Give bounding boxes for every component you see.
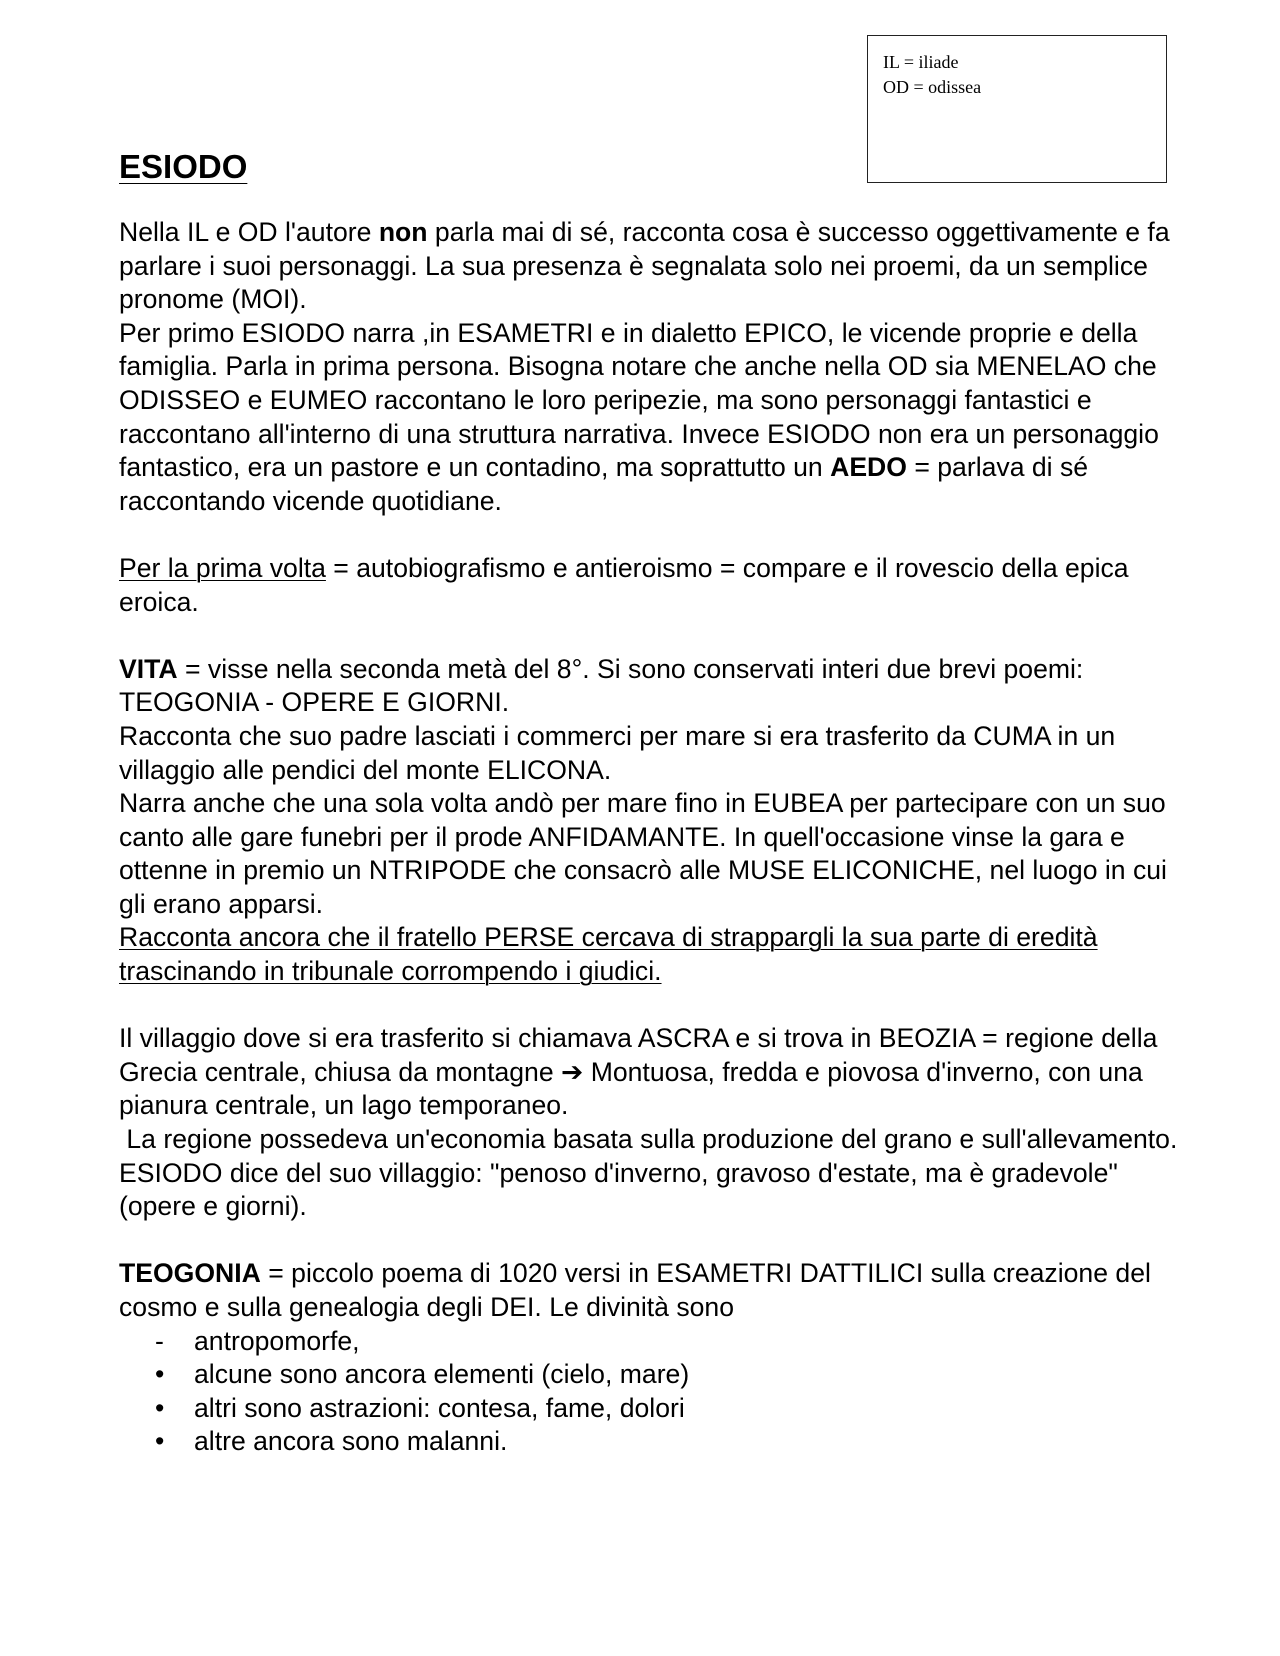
- paragraph-vita: [119, 653, 1179, 720]
- bullet-icon: •: [155, 1426, 165, 1457]
- text-run: = visse nella seconda metà del 8°. Si sono conservati interi due brevi poemi: TEOGONIA - OPERE E GIORNI.: [119, 653, 1084, 718]
- text-run: Il villaggio dove si era trasferito si chiamava ASCRA e si trova in BEOZIA = regione della Grecia centrale, chiusa da montagne: [119, 1023, 1158, 1087]
- paragraph-padre: Racconta che suo padre lasciati i commerci per mare si era trasferito da CUMA in un villaggio alle pendici del monte ELICONA.: [119, 720, 1116, 785]
- paragraph-villaggio: ESIODO dice del suo villaggio: "penoso d'inverno, gravoso d'estate, ma è gradevole" (opere e giorni).: [119, 1157, 1118, 1222]
- spacer: [119, 619, 1179, 653]
- paragraph-perse: [119, 921, 1179, 988]
- list-item: [119, 1358, 1179, 1392]
- bullet-icon: •: [155, 1359, 165, 1390]
- text-run: parla mai di sé, racconta cosa è successo oggettivamente e fa parlare i suoi personaggi. La sua presenza è segnalata solo nei proemi, da un semplice pronome (MOI).: [119, 217, 1170, 315]
- list-item: [119, 1392, 1179, 1426]
- text-run: Nella IL e OD l'autore: [119, 217, 379, 247]
- list-item: [119, 1425, 1179, 1459]
- paragraph-intro: [119, 216, 1179, 317]
- paragraph-ascra: [119, 1022, 1179, 1123]
- paragraph-eubea: Narra anche che una sola volta andò per mare fino in EUBEA per partecipare con un suo canto alle gare funebri per il prode ANFIDAMANTE. In quell'occasione vinse la gara e ottenne in premio un NTRIPODE che consacrò alle MUSE ELICONICHE, nel luogo in cui gli erano apparsi.: [119, 788, 1167, 919]
- spacer: [119, 989, 1179, 1023]
- legend-box: [867, 35, 1167, 183]
- text-run: = parlava di sé raccontando vicende quotidiane.: [119, 452, 1089, 516]
- bullet-icon: •: [155, 1392, 165, 1423]
- bold-text: non: [378, 217, 428, 247]
- list-item-text: altri sono astrazioni: contesa, fame, dolori: [194, 1392, 685, 1423]
- bold-text: VITA: [119, 653, 178, 684]
- dash-icon: -: [155, 1325, 164, 1356]
- page-title: ESIODO: [119, 148, 248, 185]
- bold-text: TEOGONIA: [119, 1258, 261, 1289]
- paragraph-teogonia: [119, 1257, 1179, 1324]
- divinity-list: [119, 1325, 1179, 1459]
- paragraph-economia: La regione possedeva un'economia basata sulla produzione del grano e sull'allevamento.: [119, 1124, 1178, 1155]
- underlined-text: Racconta ancora che il fratello PERSE cercava di strappargli la sua parte di eredità trascinando in tribunale corrompendo i giudici.: [119, 922, 1098, 987]
- text-run: = autobiografismo e antieroismo = compare e il rovescio della epica eroica.: [119, 552, 1129, 617]
- bold-text: AEDO: [830, 452, 907, 483]
- spacer: [119, 1224, 1179, 1258]
- document-body: [119, 216, 1179, 1459]
- list-item-text: antropomorfe,: [194, 1325, 360, 1356]
- underlined-text: Per la prima volta: [119, 552, 326, 583]
- list-item: [119, 1325, 1179, 1359]
- list-item-text: alcune sono ancora elementi (cielo, mare): [194, 1359, 690, 1390]
- spacer: [119, 518, 1179, 552]
- text-run: Per primo ESIODO narra ,in ESAMETRI e in dialetto EPICO, le vicende proprie e della famiglia. Parla in prima persona. Bisogna notare che anche nella OD sia MENELAO che ODISSEO e EUMEO raccontano le loro peripezie, ma sono personaggi fantastici e raccontano all'interno di una struttura narrativa. Invece ESIODO non era un personaggio fantastico, era un pastore e un contadino, ma soprattutto un: [119, 317, 1159, 483]
- paragraph-prima-volta: [119, 552, 1179, 619]
- paragraph-esiodo: [119, 317, 1179, 519]
- legend-line-odissea: OD = odissea: [883, 77, 982, 97]
- list-item-text: altre ancora sono malanni.: [194, 1426, 508, 1457]
- arrow-right-icon: ➔: [561, 1056, 584, 1087]
- text-run: Montuosa, fredda e piovosa d'inverno, con una pianura centrale, un lago temporaneo.: [119, 1056, 1143, 1121]
- text-run: = piccolo poema di 1020 versi in ESAMETRI DATTILICI sulla creazione del cosmo e sulla genealogia degli DEI. Le divinità sono: [119, 1258, 1151, 1322]
- legend-line-iliade: IL = iliade: [883, 52, 959, 72]
